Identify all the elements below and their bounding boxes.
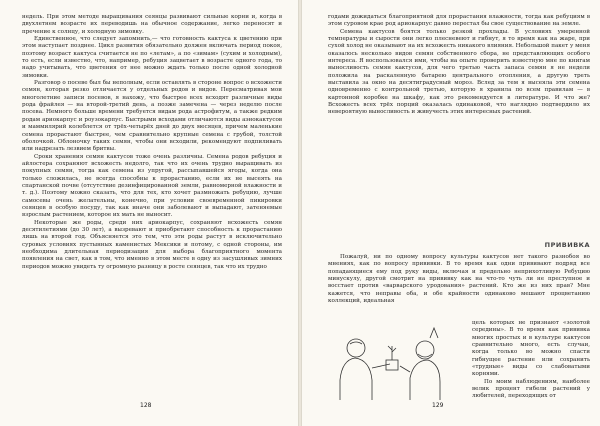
paragraph: Пожалуй, ни по одному вопросу культуры кактусов нет такого разнобоя во мнениях, как по вопросу прививки. В то время как одни прививают подряд все попадающиеся ему под руку виды, включая и предельно неприхотливую Ребуцию минускулу, другой смотрит на прививку как на что-то чуть ли не преступное и восстает против «варварского уродования» растений. Кто же из них прав? Мне кажется, что неправы оба, и обе крайности одинаково мешают процветанию коллекций, идеальная <box>328 254 590 305</box>
paragraph: Разговор о посеве был бы неполным, если оставлять в стороне вопрос о всхожести семян, которая резко отличается у отдельных родов и видов. Пересматривая мои многолетние записи посевов, я нахожу, что быстрее всех всходят различные виды рода фрайлея — на второй-третий день, а позже замечена — через неделю после посева. Немного больше времени требуется видам рода астрофитум, а также редким родам ариокарпус и роузокарпус. Быстрыми всходами отличаются виды аэнокактусов и маммилярий колеблется от трёх-четырёх дней до двух месяцев, причем маленькие семена прорастают быстрее, чем сравнительно крупные семена с грубой, толстой оболочкой. Облоночку таких семян, чтобы они всходили, рекомендуют подпиливать или надрезать лезвием бритвы. <box>22 80 282 153</box>
right-figure-head <box>416 341 434 359</box>
paragraph: Некоторые же роды, среди них ариокарпус, сохраняют всхожесть семян десятилетиями (до 30 лет), а вызревают и приобретают способность к прорастанию лишь на второй год. Объясняется это тем, что эти роды растут в исключительно суровых условиях пустынных каменистых Мексики и потому, с одной стороны, им необходима длительная периодизация для выбора благоприятного момента появления на свет, как в том, что именно в этом месте в одну из засушливых зимних периодов можно увидеть ту огромную разницу в росте сеянцев, так что их трудно <box>22 219 282 270</box>
paragraph: Единственное, что следует запомнить,— что готовность кактуса к цветению при этом наступает позднее. Цикл развития обязательно должен включать период покоя, поэтому возраст кактуса считается не по «летам», а по «зимам» (сухим и холодным), то есть, если известно, что, например, ребуция зацветает в возрасте одного года, то надо учитывать, что цветения от нее можно ждать только после одной холодной зимовки. <box>22 36 282 79</box>
left-page <box>0 0 298 426</box>
right-text-column-mid <box>328 254 590 305</box>
page-number: 128 <box>140 402 152 409</box>
paragraph: цель которых не признают «золотой середины». В то время как прививка многих простых и в культуре кактусов сравнительно много, есть случаи, когда только во можно спасти гибнущее растение или сохранить «трудные» виды со слабоватыми корнями. <box>472 320 590 378</box>
left-text-column <box>22 14 282 271</box>
cactus-pot-icon <box>386 360 398 370</box>
paragraph: Сроки хранения семян кактусов тоже очень различны. Семена родов ребуция и айлостера сохраняют всхожесть недолго, так что их очень трудно выращивать из покупных семян, тогда как семена из упругой, рассыпавшейся ягоды, когда она только сложилась, не всегда способны к прорастанию, если их не высеять на спартанской почве (отсутствие дезинфицированной земли, равномерной влажности и т. д.). Поэтому можно сказать, что для тех, кто хочет размножать ребуцию, лучше самосевы очень желательны, конечно, при условии своевременной пикировки сеянцев в особую посуду, так как иначе они заболевают и выпадают, затеняемые взрослым растением, которое их мать не выносит. <box>22 153 282 219</box>
paragraph: недель. При этом методе выращивания сеянцы развивают сильные корни и, когда в двухлетнем возрасте их переводишь на обычное содержание, легко переносят и пречение к солнцу, и холодную зимовку. <box>22 14 282 35</box>
right-figure-body <box>410 360 440 400</box>
cactus-icon <box>388 346 396 360</box>
right-text-column-top <box>328 14 590 117</box>
right-text-column-narrow <box>472 320 590 401</box>
section-heading: ПРИВИВКА <box>544 241 590 249</box>
left-figure-body <box>340 358 372 400</box>
paragraph: Семена кактусов боятся только резкой прохлады. В условиях умеренной температуры и сырости они легко плесневеют и гибнут, я то время как на жаре, при сухой холод не оказывают на их всхожесть никакого влияния. Небольшой пакет у меня оказалось несколько видов семян собственного сбора, не представляющих особого интереса. Я воспользовался ими, чтобы на опыте проверить известную мне по книгам выносливость семян кактусов, для чего третью часть запаса семян я не недели положила на раскаленную батарею центрального отопления, а другую треть выставила за окно на десятиградусный мороз. Вслед за тем я высеяла эти семена одновременно с контрольной третью, которую я хранила по всем правилам — в картонной коробке на шкафу, как это рекомендуется в литературе. И что же? Всхожесть всех трёх порций оказалась одинаковой, что наглядно подтвердило их невероятную выносливость и живучесть этих интересных растений. <box>328 28 590 116</box>
cartoon-illustration <box>330 320 450 402</box>
paragraph: годами дожидаться благоприятной для прорастания влажности, тогда как ребуциям в этом суровом крае род ариокарпус давно перестал бы свое существование на земле. <box>328 14 590 28</box>
page-number: 129 <box>432 402 444 409</box>
paragraph: По моим наблюдениям, наиболее велик процент гибели растений у любителей, переходящих от <box>472 378 590 400</box>
